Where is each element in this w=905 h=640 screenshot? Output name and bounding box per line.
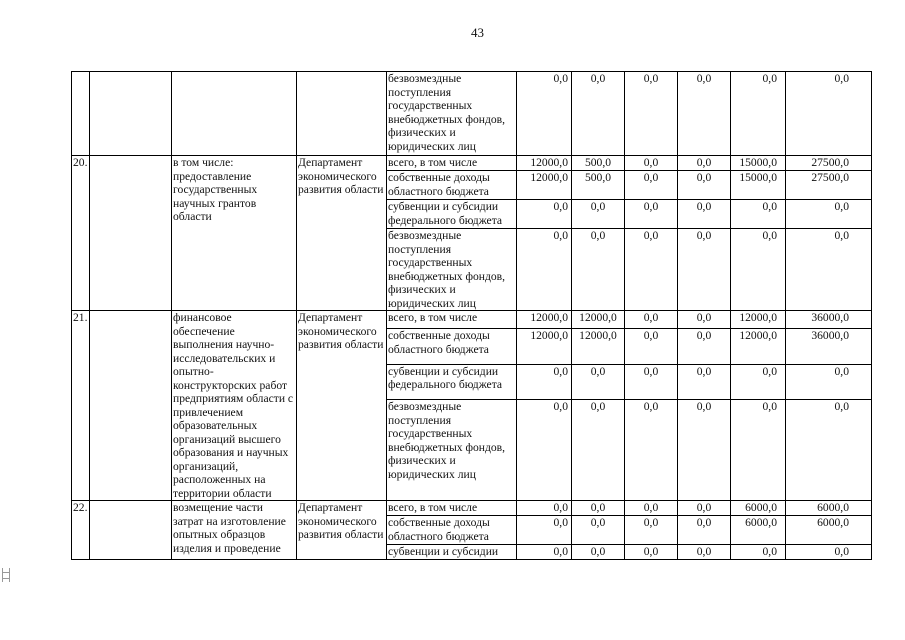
value-cell: 12000,0	[731, 329, 786, 365]
value-cell: 0,0	[572, 72, 625, 156]
value-cell: 12000,0	[517, 171, 572, 200]
value-cell: 0,0	[572, 545, 625, 560]
funding-source: собственные доходы областного бюджета	[387, 516, 517, 545]
table-row	[72, 72, 872, 156]
table-row	[72, 156, 872, 171]
value-cell: 6000,0	[786, 501, 872, 516]
value-cell: 0,0	[731, 364, 786, 400]
empty-cell	[90, 311, 172, 501]
value-cell: 0,0	[572, 501, 625, 516]
value-cell: 0,0	[678, 516, 731, 545]
value-cell: 0,0	[678, 72, 731, 156]
value-cell: 0,0	[731, 200, 786, 229]
value-cell: 0,0	[517, 400, 572, 501]
value-cell: 0,0	[625, 311, 678, 329]
empty-cell	[172, 72, 297, 156]
value-cell: 0,0	[678, 156, 731, 171]
value-cell: 0,0	[786, 200, 872, 229]
funding-source: субвенции и субсидии	[387, 545, 517, 560]
margin-scan-mark	[2, 568, 10, 582]
value-cell: 0,0	[678, 545, 731, 560]
value-cell: 0,0	[625, 171, 678, 200]
row-number: 21.	[72, 311, 90, 501]
page-number: 43	[471, 25, 484, 40]
value-cell: 0,0	[517, 516, 572, 545]
value-cell: 0,0	[572, 364, 625, 400]
budget-table	[71, 71, 872, 560]
measure-name: в том числе: предоставление государственных научных грантов области	[172, 156, 297, 311]
value-cell: 0,0	[786, 400, 872, 501]
value-cell: 0,0	[678, 200, 731, 229]
funding-source: субвенции и субсидии федерального бюджета	[387, 364, 517, 400]
value-cell: 0,0	[572, 200, 625, 229]
value-cell: 0,0	[731, 229, 786, 311]
value-cell: 500,0	[572, 171, 625, 200]
value-cell: 12000,0	[517, 329, 572, 365]
value-cell: 0,0	[786, 229, 872, 311]
empty-cell	[297, 72, 387, 156]
value-cell: 0,0	[572, 400, 625, 501]
value-cell: 0,0	[625, 516, 678, 545]
value-cell: 0,0	[625, 156, 678, 171]
value-cell: 0,0	[678, 311, 731, 329]
value-cell: 0,0	[517, 501, 572, 516]
value-cell: 0,0	[625, 364, 678, 400]
value-cell: 0,0	[678, 329, 731, 365]
value-cell: 0,0	[625, 400, 678, 501]
value-cell: 0,0	[517, 200, 572, 229]
value-cell: 15000,0	[731, 171, 786, 200]
funding-source: всего, в том числе	[387, 311, 517, 329]
row-number: 20.	[72, 156, 90, 311]
value-cell: 0,0	[678, 171, 731, 200]
measure-name: финансовое обеспечение выполнения научно-исследовательских и опытно-конструкторских работ предприятиям области с привлечением образовательных организаций высшего образования и научных организаций, расположенных на территории области	[172, 311, 297, 501]
value-cell: 0,0	[625, 329, 678, 365]
value-cell: 27500,0	[786, 171, 872, 200]
funding-source: собственные доходы областного бюджета	[387, 329, 517, 365]
value-cell: 0,0	[678, 501, 731, 516]
empty-cell	[90, 72, 172, 156]
funding-source: всего, в том числе	[387, 156, 517, 171]
value-cell: 0,0	[731, 545, 786, 560]
value-cell: 0,0	[678, 229, 731, 311]
value-cell: 12000,0	[572, 329, 625, 365]
funding-source: собственные доходы областного бюджета	[387, 171, 517, 200]
value-cell: 0,0	[786, 545, 872, 560]
table-row	[72, 501, 872, 516]
value-cell: 0,0	[786, 72, 872, 156]
value-cell: 0,0	[678, 364, 731, 400]
value-cell: 0,0	[517, 364, 572, 400]
value-cell: 12000,0	[731, 311, 786, 329]
value-cell: 0,0	[517, 545, 572, 560]
table-row	[72, 311, 872, 329]
value-cell: 0,0	[517, 72, 572, 156]
value-cell: 0,0	[678, 400, 731, 501]
executor: Департамент экономического развития области	[297, 311, 387, 501]
value-cell: 12000,0	[517, 156, 572, 171]
value-cell: 0,0	[572, 229, 625, 311]
value-cell: 6000,0	[731, 501, 786, 516]
value-cell: 0,0	[572, 516, 625, 545]
value-cell: 500,0	[572, 156, 625, 171]
empty-cell	[90, 156, 172, 311]
value-cell: 0,0	[625, 72, 678, 156]
row-number: 22.	[72, 501, 90, 560]
funding-source: безвозмездные поступления государственных внебюджетных фондов, физических и юридических лиц	[387, 72, 517, 156]
value-cell: 6000,0	[731, 516, 786, 545]
value-cell: 12000,0	[572, 311, 625, 329]
empty-cell	[90, 501, 172, 560]
value-cell: 27500,0	[786, 156, 872, 171]
value-cell: 0,0	[731, 72, 786, 156]
measure-name: возмещение части затрат на изготовление опытных образцов изделия и проведение	[172, 501, 297, 560]
funding-source: всего, в том числе	[387, 501, 517, 516]
value-cell: 36000,0	[786, 329, 872, 365]
value-cell: 12000,0	[517, 311, 572, 329]
value-cell: 6000,0	[786, 516, 872, 545]
empty-cell	[72, 72, 90, 156]
value-cell: 0,0	[625, 545, 678, 560]
value-cell: 0,0	[625, 200, 678, 229]
executor: Департамент экономического развития области	[297, 501, 387, 560]
funding-source: безвозмездные поступления государственных внебюджетных фондов, физических и юридических лиц	[387, 400, 517, 501]
value-cell: 0,0	[625, 229, 678, 311]
value-cell: 0,0	[786, 364, 872, 400]
value-cell: 15000,0	[731, 156, 786, 171]
funding-source: субвенции и субсидии федерального бюджета	[387, 200, 517, 229]
value-cell: 0,0	[517, 229, 572, 311]
executor: Департамент экономического развития области	[297, 156, 387, 311]
value-cell: 0,0	[731, 400, 786, 501]
funding-source: безвозмездные поступления государственных внебюджетных фондов, физических и юридических лиц	[387, 229, 517, 311]
value-cell: 0,0	[625, 501, 678, 516]
value-cell: 36000,0	[786, 311, 872, 329]
